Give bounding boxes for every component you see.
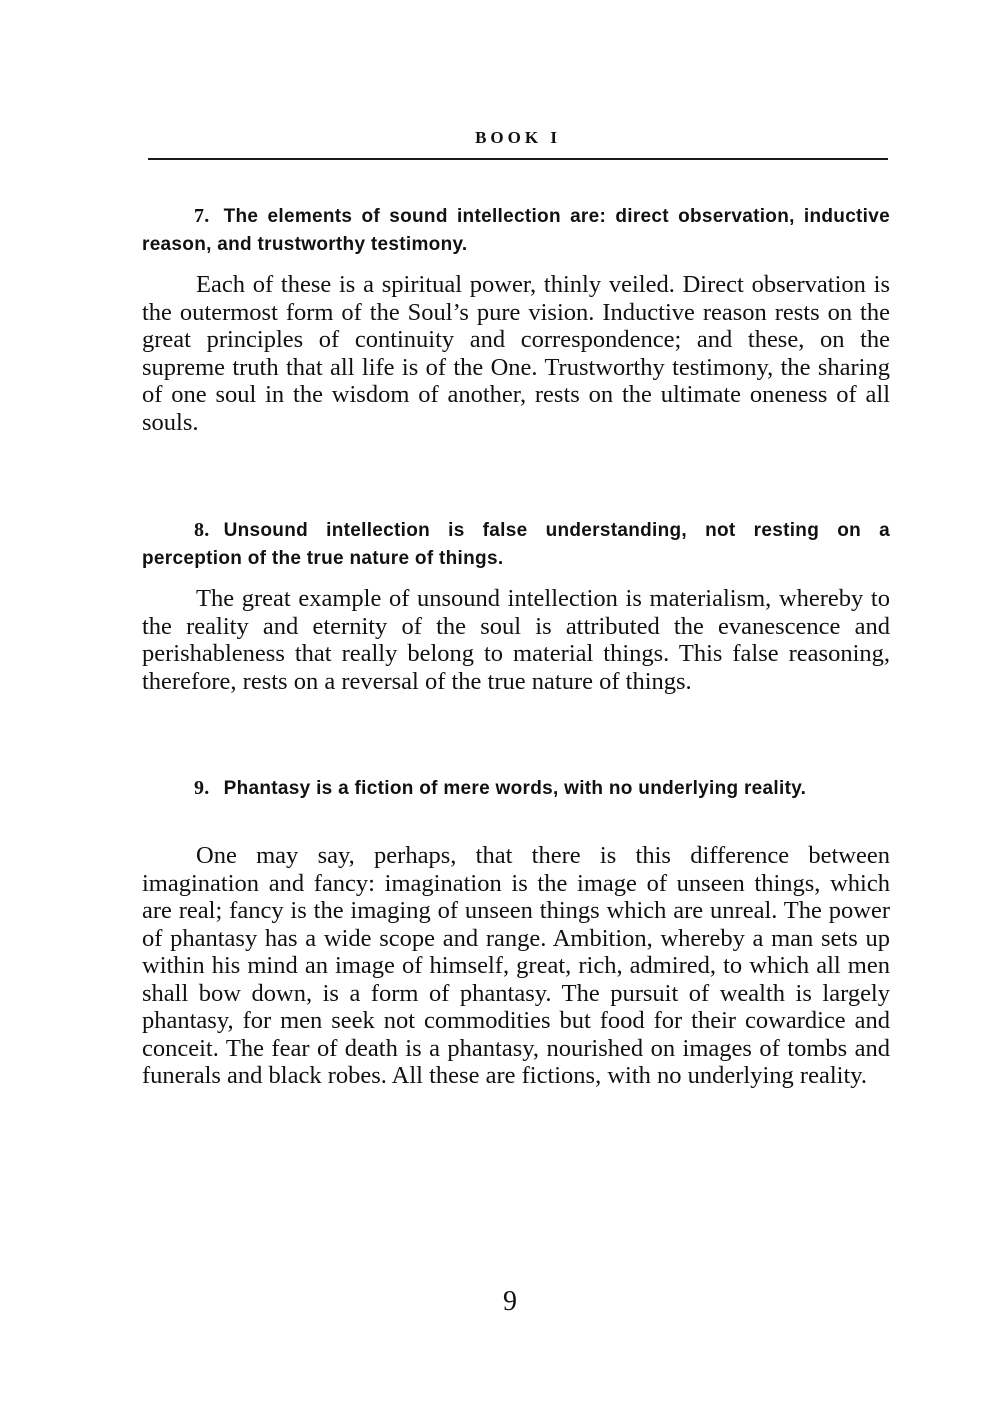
body-text: Each of these is a spiritual power, thinly veiled. Direct observation is the outermost form of the Soul’s pure vision. Inductive reason rests on the great principles of continuity and correspondence; and these, on the supreme truth that all life is of the One. Trustworthy testimony, the sharing of one soul in the wisdom of another, rests on the ultimate oneness of all souls. bbox=[142, 271, 890, 436]
body-text: The great example of unsound intellection is materialism, whereby to the reality and eternity of the soul is attributed the evanescence and perishableness that really belong to material things. This false reasoning, therefore, rests on a reversal of the true nature of things. bbox=[142, 585, 890, 695]
header-rule bbox=[148, 158, 888, 160]
body-text: One may say, perhaps, that there is this difference between imagination and fancy: imagination is the image of unseen things, which are real; fancy is the imaging of unseen things which are unreal. The power of phantasy has a wide scope and range. Ambition, whereby a man sets up within his mind an image of himself, great, rich, admired, to which all men shall bow down, is a form of phantasy. The pursuit of wealth is largely phantasy, for men seek not commodities but food for their cowardice and conceit. The fear of death is a phantasy, nourished on images of tombs and funerals and black robes. All these are fictions, with no underlying reality. bbox=[142, 842, 890, 1089]
section-number: 8. bbox=[194, 519, 210, 541]
section-9-heading bbox=[142, 774, 890, 803]
heading-text: Phantasy is a fiction of mere words, with no underlying reality. bbox=[223, 778, 807, 799]
heading-text: The elements of sound intellection are: direct observation, inductive reason, and trustworthy testimony. bbox=[142, 206, 890, 255]
heading-text: Unsound intellection is false understanding, not resting on a perception of the true nature of things. bbox=[142, 520, 890, 569]
section-8-heading bbox=[142, 516, 890, 573]
page-number: 9 bbox=[503, 1286, 517, 1317]
section-number: 9. bbox=[194, 777, 210, 799]
section-9-body bbox=[142, 842, 890, 1090]
running-head: BOOK I bbox=[475, 128, 561, 147]
section-8-body bbox=[142, 585, 890, 695]
section-7-heading bbox=[142, 202, 890, 259]
section-7-body bbox=[142, 271, 890, 436]
section-number: 7. bbox=[194, 205, 210, 227]
